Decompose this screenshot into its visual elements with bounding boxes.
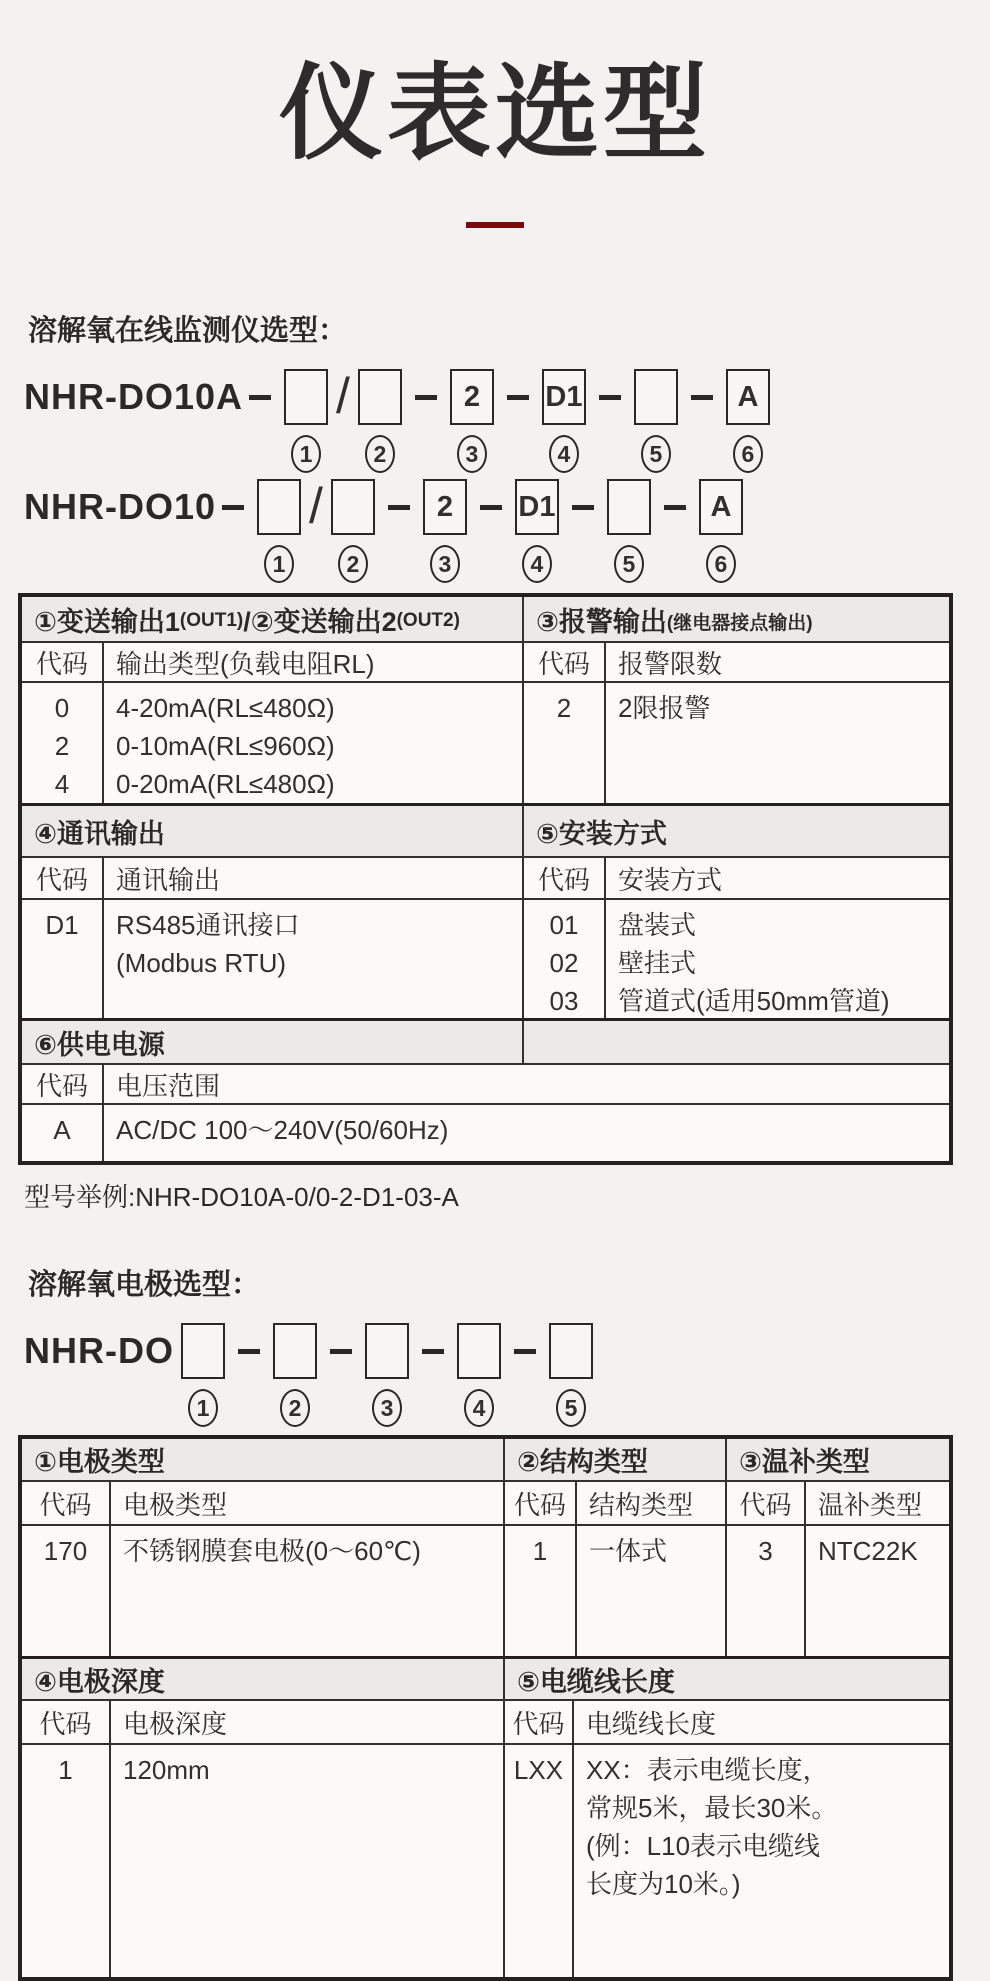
dash-separator <box>507 395 529 400</box>
table-row <box>22 1063 949 1103</box>
model-segment <box>181 1323 225 1427</box>
cell-line: NTC22K <box>818 1536 918 1567</box>
table-row <box>22 1018 949 1063</box>
cell-line: RS485通讯接口 <box>116 910 300 941</box>
comm-output-column-label: 通讯输出 <box>102 858 522 898</box>
dash-separator <box>249 395 271 400</box>
meter-model-line-b <box>24 479 990 583</box>
transmit-output-header <box>22 597 522 641</box>
position-label: 3 <box>430 545 460 583</box>
table-row <box>22 898 949 1018</box>
model-segment <box>273 1323 317 1427</box>
position-label: 1 <box>264 545 294 583</box>
electrode-type-column-label: 电极类型 <box>109 1482 503 1524</box>
position-label: 2 <box>280 1389 310 1427</box>
electrode-depth-column-label: 电极深度 <box>109 1701 503 1743</box>
model-code-box <box>634 369 678 425</box>
electrode-type-header: ①电极类型 <box>22 1439 503 1480</box>
model-code-box: D1 <box>515 479 559 535</box>
position-label: 4 <box>464 1389 494 1427</box>
table-row <box>22 1656 949 1699</box>
position-label: 4 <box>522 545 552 583</box>
cell-line: D1 <box>45 910 79 941</box>
model-segment <box>450 369 494 473</box>
mounting-codes <box>522 900 604 1018</box>
model-code-box: A <box>726 369 770 425</box>
comm-codes <box>22 900 102 1018</box>
model-segment <box>699 479 743 583</box>
model-code-box <box>607 479 651 535</box>
mounting-descriptions <box>604 900 949 1018</box>
code-column-label: 代码 <box>522 643 604 681</box>
cell-line: 0-10mA(RL≤960Ω) <box>116 731 335 762</box>
page-title: 仪表选型 <box>278 56 711 172</box>
dash-separator <box>422 1349 444 1354</box>
model-segment <box>542 369 586 473</box>
meter-section-heading: 溶解氧在线监测仪选型： <box>28 315 348 348</box>
alarm-limit-column-label: 报警限数 <box>604 643 949 681</box>
header-text-part: (OUT2) <box>396 610 460 632</box>
dash-separator <box>572 505 594 510</box>
cell-line: 0 <box>54 693 70 724</box>
code-column-label: 代码 <box>35 864 88 895</box>
code-column-label: 代码 <box>503 1482 575 1524</box>
cable-length-column-label: 电缆线长度 <box>572 1701 949 1743</box>
output-descriptions <box>102 683 522 803</box>
table-row <box>22 1699 949 1743</box>
header-text-part: ①变送输出1 <box>34 606 180 637</box>
dash-separator <box>415 395 437 400</box>
model-code-box <box>549 1323 593 1379</box>
table-row <box>22 597 949 641</box>
model-segment <box>549 1323 593 1427</box>
model-segment <box>607 479 651 583</box>
cell-line: 2 <box>54 731 70 762</box>
dash-separator <box>222 505 244 510</box>
model-segment <box>515 479 559 583</box>
table-row <box>22 1480 949 1524</box>
model-code-box <box>365 1323 409 1379</box>
model-segment <box>257 479 301 583</box>
position-label: 2 <box>338 545 368 583</box>
table-row <box>22 1103 949 1161</box>
power-codes <box>22 1105 102 1161</box>
depth-descriptions <box>109 1745 503 1977</box>
electrode-descriptions <box>109 1526 503 1656</box>
slash-separator: / <box>309 478 323 535</box>
cell-line: (Modbus RTU) <box>116 948 287 979</box>
position-label: 6 <box>733 435 763 473</box>
mounting-column-label: 安装方式 <box>604 858 949 898</box>
table-row <box>22 641 949 681</box>
model-segment <box>634 369 678 473</box>
model-segment <box>331 479 375 583</box>
cell-line: 2限报警 <box>618 693 711 724</box>
model-prefix: NHR-DO10 <box>24 486 217 528</box>
cell-line: 03 <box>549 986 579 1017</box>
comm-descriptions <box>102 900 522 1018</box>
depth-codes <box>22 1745 109 1977</box>
header-text-part: /②变送输出2 <box>243 606 397 637</box>
output-type-column-label: 输出类型(负载电阻RL) <box>102 643 522 681</box>
dash-separator <box>388 505 410 510</box>
header-text-part: (OUT1) <box>179 610 244 632</box>
cell-line: 120mm <box>123 1755 210 1786</box>
code-column-label: 代码 <box>725 1482 804 1524</box>
power-supply-header: ⑥供电电源 <box>22 1021 522 1063</box>
code-column-label: 代码 <box>35 648 88 679</box>
cell-line: 一体式 <box>589 1536 668 1567</box>
position-label: 5 <box>556 1389 586 1427</box>
model-code-box <box>457 1323 501 1379</box>
dash-separator <box>480 505 502 510</box>
cell-line: 2 <box>556 693 572 724</box>
alarm-output-header <box>522 597 949 641</box>
alarm-codes <box>522 683 604 803</box>
code-column-label: 代码 <box>35 1070 88 1101</box>
cell-line: 盘装式 <box>618 910 697 941</box>
model-code-box: D1 <box>542 369 586 425</box>
dash-separator <box>664 505 686 510</box>
output-codes <box>22 683 102 803</box>
structure-type-column-label: 结构类型 <box>575 1482 725 1524</box>
model-segment <box>365 1323 409 1427</box>
code-column-label: 代码 <box>39 1489 92 1520</box>
cell-line: 长度为10米。) <box>586 1869 741 1900</box>
cell-line: 1 <box>58 1755 73 1786</box>
position-label: 1 <box>188 1389 218 1427</box>
cell-line: 0-20mA(RL≤480Ω) <box>116 769 335 800</box>
table-row <box>22 1743 949 1977</box>
electrode-depth-header: ④电极深度 <box>22 1659 503 1699</box>
code-column-label: 代码 <box>503 1701 572 1743</box>
cell-line: 4 <box>54 769 70 800</box>
meter-selection-table <box>18 593 953 1165</box>
temp-comp-column-label: 温补类型 <box>804 1482 949 1524</box>
probe-model-line <box>24 1323 990 1427</box>
position-label: 4 <box>549 435 579 473</box>
model-prefix: NHR-DO10A <box>24 376 244 418</box>
table-row <box>22 856 949 898</box>
cable-descriptions <box>572 1745 949 1977</box>
cable-codes <box>503 1745 572 1977</box>
dash-separator <box>514 1349 536 1354</box>
cell-line: XX：表示电缆长度， <box>586 1755 829 1786</box>
model-segment <box>423 479 467 583</box>
table-row <box>22 1524 949 1656</box>
cell-line: AC/DC 100～240V(50/60Hz) <box>116 1115 449 1146</box>
position-label: 6 <box>706 545 736 583</box>
dash-separator <box>238 1349 260 1354</box>
cell-line: 常规5米，最长30米。 <box>586 1793 838 1824</box>
model-code-box: A <box>699 479 743 535</box>
cell-line: A <box>53 1115 71 1146</box>
structure-codes <box>503 1526 575 1656</box>
model-prefix: NHR-DO <box>24 1330 174 1372</box>
model-code-box <box>358 369 402 425</box>
model-segment <box>457 1323 501 1427</box>
model-segment <box>284 369 328 473</box>
temp-comp-codes <box>725 1526 804 1656</box>
model-code-box <box>284 369 328 425</box>
cell-line: 02 <box>549 948 579 979</box>
probe-selection-table <box>18 1435 953 1981</box>
slash-separator: / <box>336 368 350 425</box>
dash-separator <box>330 1349 352 1354</box>
temp-comp-type-header: ③温补类型 <box>725 1439 949 1480</box>
model-code-box: 2 <box>423 479 467 535</box>
electrode-codes <box>22 1526 109 1656</box>
model-code-box <box>257 479 301 535</box>
title-underline <box>466 222 524 228</box>
cable-length-header: ⑤电缆线长度 <box>503 1659 949 1699</box>
position-label: 1 <box>291 435 321 473</box>
model-code-box: 2 <box>450 369 494 425</box>
code-column-label: 代码 <box>522 858 604 898</box>
cell-line: 1 <box>532 1536 548 1567</box>
position-label: 5 <box>641 435 671 473</box>
position-label: 5 <box>614 545 644 583</box>
comm-output-header: ④通讯输出 <box>22 806 522 856</box>
structure-descriptions <box>575 1526 725 1656</box>
meter-model-line-a <box>24 369 990 473</box>
cell-line: 管道式(适用50mm管道) <box>618 986 890 1017</box>
alarm-descriptions <box>604 683 949 803</box>
cell-line: 01 <box>549 910 579 941</box>
table-row <box>22 803 949 856</box>
mounting-header: ⑤安装方式 <box>522 806 949 856</box>
voltage-range-column-label: 电压范围 <box>102 1065 949 1103</box>
model-code-box <box>181 1323 225 1379</box>
cell-line: 壁挂式 <box>618 948 697 979</box>
temp-comp-descriptions <box>804 1526 949 1656</box>
cell-line: (例：L10表示电缆线 <box>586 1831 821 1862</box>
model-segment <box>726 369 770 473</box>
dash-separator <box>599 395 621 400</box>
model-code-box <box>273 1323 317 1379</box>
position-label: 3 <box>457 435 487 473</box>
table-row <box>22 681 949 803</box>
position-label: 2 <box>365 435 395 473</box>
model-example: 型号举例:NHR-DO10A-0/0-2-D1-03-A <box>24 1182 459 1213</box>
code-column-label: 代码 <box>39 1708 92 1739</box>
table-row <box>22 1439 949 1480</box>
cell-line: LXX <box>513 1755 564 1786</box>
power-descriptions <box>102 1105 949 1161</box>
cell-line: 3 <box>758 1536 773 1567</box>
power-supply-header-spacer <box>522 1021 949 1063</box>
model-code-box <box>331 479 375 535</box>
header-text-part: (继电器接点输出) <box>666 612 813 634</box>
cell-line: 170 <box>43 1536 88 1567</box>
cell-line: 4-20mA(RL≤480Ω) <box>116 693 335 724</box>
structure-type-header: ②结构类型 <box>503 1439 725 1480</box>
model-segment <box>358 369 402 473</box>
cell-line: 不锈钢膜套电极(0～60℃) <box>123 1536 421 1567</box>
position-label: 3 <box>372 1389 402 1427</box>
dash-separator <box>691 395 713 400</box>
header-text-part: ③报警输出 <box>536 606 667 637</box>
probe-section-heading: 溶解氧电极选型： <box>28 1269 261 1302</box>
